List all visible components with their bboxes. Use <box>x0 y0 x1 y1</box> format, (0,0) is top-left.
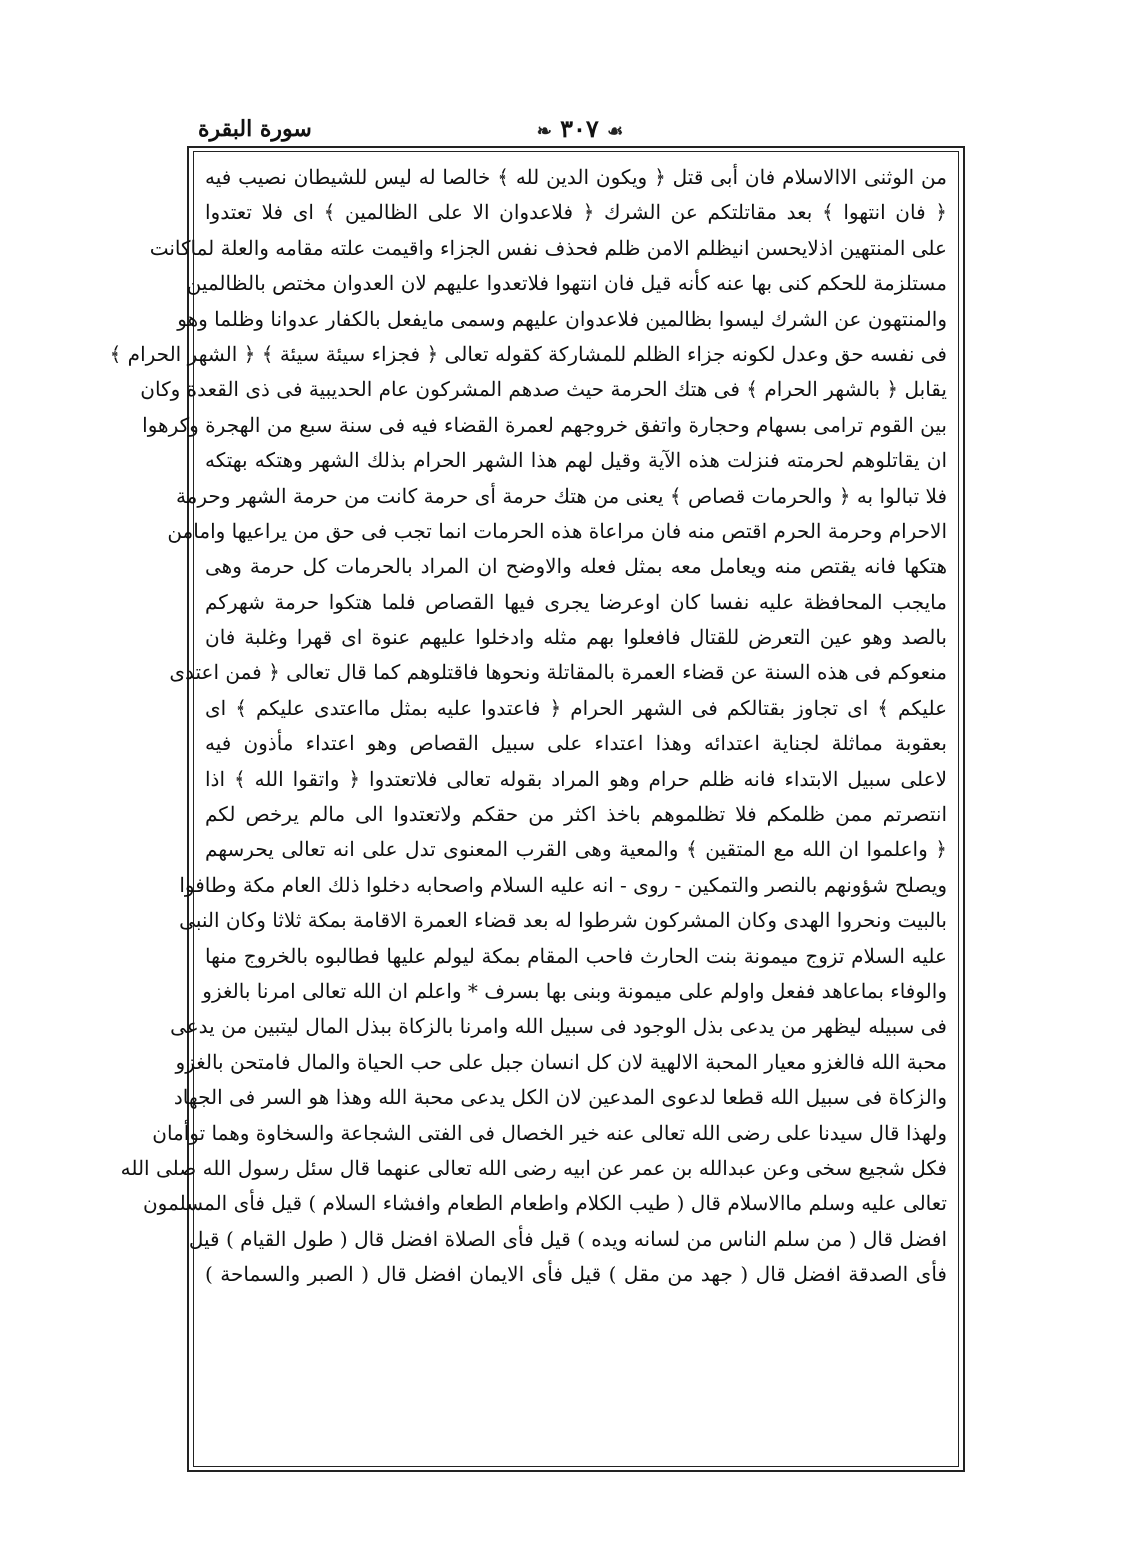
text-line-3: على المنتهين اذلايحسن انيظلم الامن ظلم فحذف نفس الجزاء واقيمت علته مقامه والعلة لماكانت <box>149 235 947 260</box>
text-line-10: فلا تبالوا به ﴿ والحرمات قصاص ﴾ يعنى من هتك حرمة أى حرمة كانت من حرمة الشهر وحرمة <box>175 483 947 508</box>
text-line-30: تعالى عليه وسلم ماالاسلام قال ( طيب الكلام واطعام الطعام وافشاء السلام ) قيل فأى المسلمون <box>142 1191 947 1216</box>
text-line-25: فى سبيله ليظهر من يدعى بذل الوجود فى سبيل الله وامرنا بالزكاة ببذل المال ليتبين من يدعى <box>170 1014 947 1039</box>
text-line-29: فكل شجيع سخى وعن عبدالله بن عمر عن ابيه رضى الله تعالى عنهما قال سئل رسول الله صلى الله <box>120 1155 947 1180</box>
text-line-18: لاعلى سبيل الابتداء فانه ظلم حرام وهو المراد بقوله تعالى فلاتعتدوا ﴿ واتقوا الله ﴾ اذا <box>205 766 947 791</box>
right-ornament-icon: ☙ <box>607 121 624 142</box>
text-line-14: بالصد وهو عين التعرض للقتال فافعلوا بهم مثله وادخلوا عليهم عنوة اى قهرا وغلبة فان <box>205 625 947 650</box>
text-line-23: عليه السلام تزوج ميمونة بنت الحارث فاحب المقام بمكة ليولم عليها فطالبوه بالخروج منها <box>205 943 947 968</box>
text-line-15: منعوكم فى هذه السنة عن قضاء العمرة بالمقاتلة ونحوها فاقتلوهم كما قال تعالى ﴿ فمن اعتدى <box>169 660 947 685</box>
text-line-12: هتكها فانه يقتص منه ويعامل معه بمثل فعله والاوضح ان المراد بالحرمات كل حرمة وهى <box>205 554 947 579</box>
text-line-21: ويصلح شؤونهم بالنصر والتمكين - روى - انه عليه السلام واصحابه دخلوا ذلك العام مكة وطافوا <box>179 872 947 897</box>
text-line-28: ولهذا قال سيدنا على رضى الله تعالى عنه خير الخصال فى الفتى الشجاعة والسخاوة وهما توأمان <box>152 1120 947 1145</box>
page-number-wrapper <box>525 114 635 143</box>
text-line-32: فأى الصدقة افضل قال ( جهد من مقل ) قيل فأى الايمان افضل قال ( الصبر والسماحة ) <box>205 1262 947 1287</box>
text-line-2: ﴿ فان انتهوا ﴾ بعد مقاتلتكم عن الشرك ﴿ فلاعدوان الا على الظالمين ﴾ اى فلا تعتدوا <box>205 200 947 225</box>
text-line-8: بين القوم ترامى بسهام وحجارة واتفق خروجهم لعمرة القضاء فيه فى سنة سبع من الهجرة وكرهوا <box>142 412 947 437</box>
text-line-5: والمنتهون عن الشرك ليسوا بظالمين فلاعدوان عليهم وسمى مايفعل بالكفار عدوانا وظلما وهو <box>177 306 947 331</box>
text-line-31: افضل قال ( من سلم الناس من لسانه ويده ) قيل فأى الصلاة افضل قال ( طول القيام ) قيل <box>188 1226 947 1251</box>
text-line-20: ﴿ واعلموا ان الله مع المتقين ﴾ والمعية وهى القرب المعنوى تدل على انه تعالى يحرسهم <box>205 837 947 862</box>
text-line-6: فى نفسه حق وعدل لكونه جزاء الظلم للمشاركة كقوله تعالى ﴿ فجزاء سيئة سيئة ﴾ ﴿ الشهر الحرام ﴾ <box>109 341 947 366</box>
page-number: ٣٠٧ <box>560 114 599 143</box>
text-line-19: انتصرتم ممن ظلمكم فلا تظلموهم باخذ اكثر من حقكم ولاتعتدوا الى مالم يرخص لكم <box>205 802 947 827</box>
tafsir-text-block <box>109 160 947 1293</box>
left-ornament-icon: ❧ <box>536 121 552 142</box>
text-line-27: والزكاة فى سبيل الله قطعا لدعوى المدعين لان الكل يدعى محبة الله وهذا هو السر فى الجهاد <box>173 1085 947 1110</box>
text-line-4: مستلزمة للحكم كنى بها عنه كأنه قيل فان انتهوا فلاتعدوا عليهم لان العدوان مختص بالظالمين <box>186 271 947 296</box>
text-line-7: يقابل ﴿ بالشهر الحرام ﴾ فى هتك الحرمة حيث صدهم المشركون عام الحديبية فى ذى القعدة وكان <box>140 377 947 402</box>
text-line-16: عليكم ﴾ اى تجاوز بقتالكم فى الشهر الحرام ﴿ فاعتدوا عليه بمثل مااعتدى عليكم ﴾ اى <box>205 695 947 720</box>
text-line-9: ان يقاتلوهم لحرمته فنزلت هذه الآية وقيل لهم هذا الشهر الحرام بذلك الشهر وهتكه بهتكه <box>205 448 947 473</box>
text-line-26: محبة الله فالغزو معيار المحبة الالهية لان كل انسان جبل على حب الحياة والمال فامتحن بالغزو <box>175 1049 947 1074</box>
text-line-1: من الوثنى الاالاسلام فان أبى قتل ﴿ ويكون الدين لله ﴾ خالصا له ليس للشيطان نصيب فيه <box>205 165 947 189</box>
text-line-13: مايجب المحافظة عليه نفسا كان اوعرضا يجرى فيها القصاص فلما هتكوا حرمة شهركم <box>205 589 947 614</box>
text-line-22: بالبيت ونحروا الهدى وكان المشركون شرطوا له بعد قضاء العمرة الاقامة بمكة ثلاثا وكان النبى <box>179 908 947 933</box>
text-line-17: بعقوبة مماثلة لجناية اعتدائه وهذا اعتداء على سبيل القصاص وهو اعتداء مأذون فيه <box>205 731 947 756</box>
page-header <box>190 112 962 146</box>
text-line-24: والوفاء بماعاهد ففعل واولم على ميمونة وبنى بها بسرف * واعلم ان الله تعالى امرنا بالغزو <box>202 978 947 1003</box>
surah-title: سورة البقرة <box>198 116 312 142</box>
text-line-11: الاحرام وحرمة الحرم اقتص منه فان مراعاة هذه الحرمات انما تجب فى حق من يراعيها وامامن <box>167 518 947 543</box>
